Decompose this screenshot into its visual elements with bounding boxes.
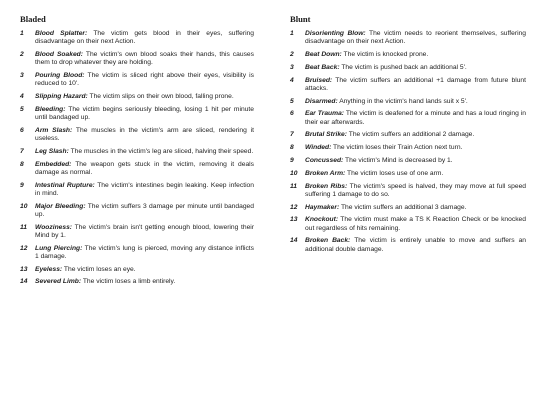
item-name: Embedded: — [35, 160, 72, 168]
item-number: 12 — [290, 203, 298, 211]
item-number: 11 — [290, 182, 297, 190]
item-number: 1 — [290, 30, 294, 37]
item-name: Arm Slash: — [35, 126, 73, 134]
list-item — [20, 266, 254, 274]
list-item — [290, 237, 526, 253]
item-number: 8 — [290, 144, 294, 152]
item-description: The victim suffers an additional 3 damage. — [339, 203, 467, 211]
item-text — [305, 51, 526, 59]
item-description: The victim must make a TS K Reaction Check or be knocked out regardless of hits remaining. — [305, 216, 526, 232]
item-name: Slipping Hazard: — [35, 93, 88, 100]
item-name: Major Bleeding: — [35, 202, 86, 210]
bladed-heading: Bladed — [20, 14, 46, 24]
item-description: The weapon gets stuck in the victim, removing it deals damage as normal. — [35, 160, 254, 176]
item-number: 5 — [290, 97, 294, 105]
item-name: Intestinal Rupture: — [35, 181, 95, 189]
list-item — [290, 110, 526, 126]
item-number: 11 — [20, 223, 27, 231]
item-text — [305, 64, 526, 72]
item-text — [35, 245, 254, 261]
item-name: Severed Limb: — [35, 278, 82, 286]
item-name: Wooziness: — [35, 223, 73, 231]
item-number: 12 — [20, 244, 28, 252]
item-text — [35, 127, 254, 143]
item-number: 3 — [20, 72, 24, 79]
item-description: The victim is sliced right above their eyes, visibility is reduced to 10'. — [35, 72, 254, 88]
item-name: Lung Piercing: — [35, 244, 83, 252]
list-item — [290, 30, 526, 46]
list-item — [20, 203, 254, 219]
item-description: The muscles in the victim's leg are sliced, halving their speed. — [68, 147, 254, 155]
item-number: 2 — [290, 51, 294, 58]
item-description: Anything in the victim's hand lands suit x 5'. — [337, 97, 468, 105]
item-text — [305, 98, 526, 106]
item-number: 13 — [290, 216, 298, 224]
item-number: 14 — [20, 278, 28, 286]
item-name: Winded: — [305, 144, 332, 152]
item-text — [305, 77, 526, 93]
item-name: Brutal Strike: — [305, 131, 347, 139]
item-name: Bleeding: — [35, 105, 66, 113]
blunt-column — [290, 14, 526, 258]
item-name: Bruised: — [305, 76, 333, 84]
item-description: The victim gets blood in their eyes, suffering disadvantage on their next Action. — [35, 30, 254, 46]
item-number: 14 — [290, 237, 298, 245]
list-item — [290, 77, 526, 93]
list-item — [20, 93, 254, 101]
item-text — [35, 30, 254, 46]
item-number: 5 — [20, 105, 24, 113]
item-description: The victim suffers 3 damage per minute until bandaged up. — [35, 202, 254, 218]
item-description: The victim suffers an additional 2 damage. — [347, 131, 475, 139]
list-item — [290, 183, 526, 199]
list-item — [20, 278, 254, 286]
item-text — [35, 51, 254, 67]
item-description: The victim is pushed back an additional 5'. — [339, 63, 467, 71]
item-description: The victim's lung is pierced, moving any distance inflicts 1 damage. — [35, 244, 254, 260]
item-number: 1 — [20, 30, 24, 37]
item-description: The victim is deafened for a minute and has a loud ringing in their ear afterwards. — [305, 110, 526, 126]
item-text — [35, 203, 254, 219]
list-item — [290, 170, 526, 178]
item-text — [35, 266, 254, 274]
item-description: The victim is knocked prone. — [341, 51, 429, 58]
list-item — [20, 51, 254, 67]
item-text — [305, 183, 526, 199]
list-item — [20, 245, 254, 261]
list-item — [290, 157, 526, 165]
item-name: Concussed: — [305, 156, 344, 164]
item-text — [305, 110, 526, 126]
item-description: The victim's own blood soaks their hands, this causes them to drop whatever they are holding. — [35, 51, 254, 67]
item-number: 2 — [20, 51, 24, 58]
item-name: Broken Arm: — [305, 169, 346, 177]
bladed-list — [20, 30, 254, 287]
item-text — [305, 144, 526, 152]
item-name: Broken Ribs: — [305, 182, 348, 190]
list-item — [290, 204, 526, 212]
list-item — [20, 30, 254, 46]
item-description: The victim slips on their own blood, falling prone. — [87, 93, 234, 100]
list-item — [290, 144, 526, 152]
item-name: Ear Trauma: — [305, 110, 345, 118]
list-item — [20, 72, 254, 88]
item-description: The victim's brain isn't getting enough blood, lowering their Mind by 1. — [35, 223, 254, 239]
item-number: 3 — [290, 63, 294, 71]
bladed-column — [20, 14, 254, 291]
item-text — [305, 157, 526, 165]
item-name: Haymaker: — [305, 203, 340, 211]
item-number: 13 — [20, 265, 28, 273]
item-description: The victim loses their Train Action next turn. — [331, 144, 463, 152]
item-description: The victim loses a limb entirely. — [81, 278, 176, 286]
list-item — [20, 161, 254, 177]
item-text — [305, 216, 526, 232]
item-name: Leg Slash: — [35, 147, 69, 155]
item-description: The victim's intestines begin leaking. Keep infection in mind. — [35, 181, 254, 197]
item-number: 10 — [20, 202, 28, 210]
list-item — [290, 216, 526, 232]
item-number: 4 — [290, 76, 294, 84]
item-number: 7 — [20, 147, 24, 155]
item-name: Knockout: — [305, 216, 339, 224]
item-number: 9 — [20, 181, 24, 189]
blunt-list — [290, 30, 526, 254]
item-text — [305, 237, 526, 253]
item-text — [305, 131, 526, 139]
item-number: 7 — [290, 131, 294, 139]
item-description: The victim loses an eye. — [62, 265, 136, 273]
list-item — [290, 64, 526, 72]
item-name: Blood Soaked: — [35, 51, 83, 58]
item-number: 6 — [290, 110, 294, 118]
list-item — [290, 51, 526, 59]
item-text — [35, 278, 254, 286]
item-name: Blood Splatter: — [35, 30, 88, 37]
item-number: 6 — [20, 126, 24, 134]
item-description: The victim needs to reorient themselves, suffering disadvantage on their next Action. — [305, 30, 526, 46]
item-text — [35, 72, 254, 88]
item-name: Beat Back: — [305, 63, 340, 71]
item-text — [35, 148, 254, 156]
item-text — [35, 161, 254, 177]
item-text — [305, 204, 526, 212]
item-description: The victim suffers an additional +1 damage from future blunt attacks. — [305, 76, 526, 92]
item-text — [305, 30, 526, 46]
list-item — [290, 131, 526, 139]
item-number: 4 — [20, 93, 24, 100]
item-description: The victim begins seriously bleeding, losing 1 hit per minute until bandaged up. — [35, 105, 254, 121]
item-description: The victim loses use of one arm. — [345, 169, 444, 177]
item-name: Disorienting Blow: — [305, 30, 366, 37]
item-description: The muscles in the victim's arm are sliced, rendering it useless. — [35, 126, 254, 142]
item-number: 9 — [290, 156, 294, 164]
blunt-heading: Blunt — [290, 14, 311, 24]
item-name: Disarmed: — [305, 97, 338, 105]
item-name: Eyeless: — [35, 265, 63, 273]
list-item — [20, 182, 254, 198]
item-number: 10 — [290, 169, 298, 177]
list-item — [290, 98, 526, 106]
item-name: Pouring Blood: — [35, 72, 85, 79]
item-text — [305, 170, 526, 178]
item-number: 8 — [20, 160, 24, 168]
list-item — [20, 224, 254, 240]
item-description: The victim's Mind is decreased by 1. — [343, 156, 453, 164]
list-item — [20, 106, 254, 122]
item-text — [35, 224, 254, 240]
item-text — [35, 93, 254, 101]
item-description: The victim's speed is halved, they may move at full speed suffering 1 damage to do so. — [305, 182, 527, 198]
list-item — [20, 148, 254, 156]
item-name: Beat Down: — [305, 51, 342, 58]
list-item — [20, 127, 254, 143]
item-description: The victim is entirely unable to move and suffers an additional double damage. — [305, 237, 527, 253]
item-text — [35, 106, 254, 122]
item-name: Broken Back: — [305, 237, 351, 245]
item-text — [35, 182, 254, 198]
